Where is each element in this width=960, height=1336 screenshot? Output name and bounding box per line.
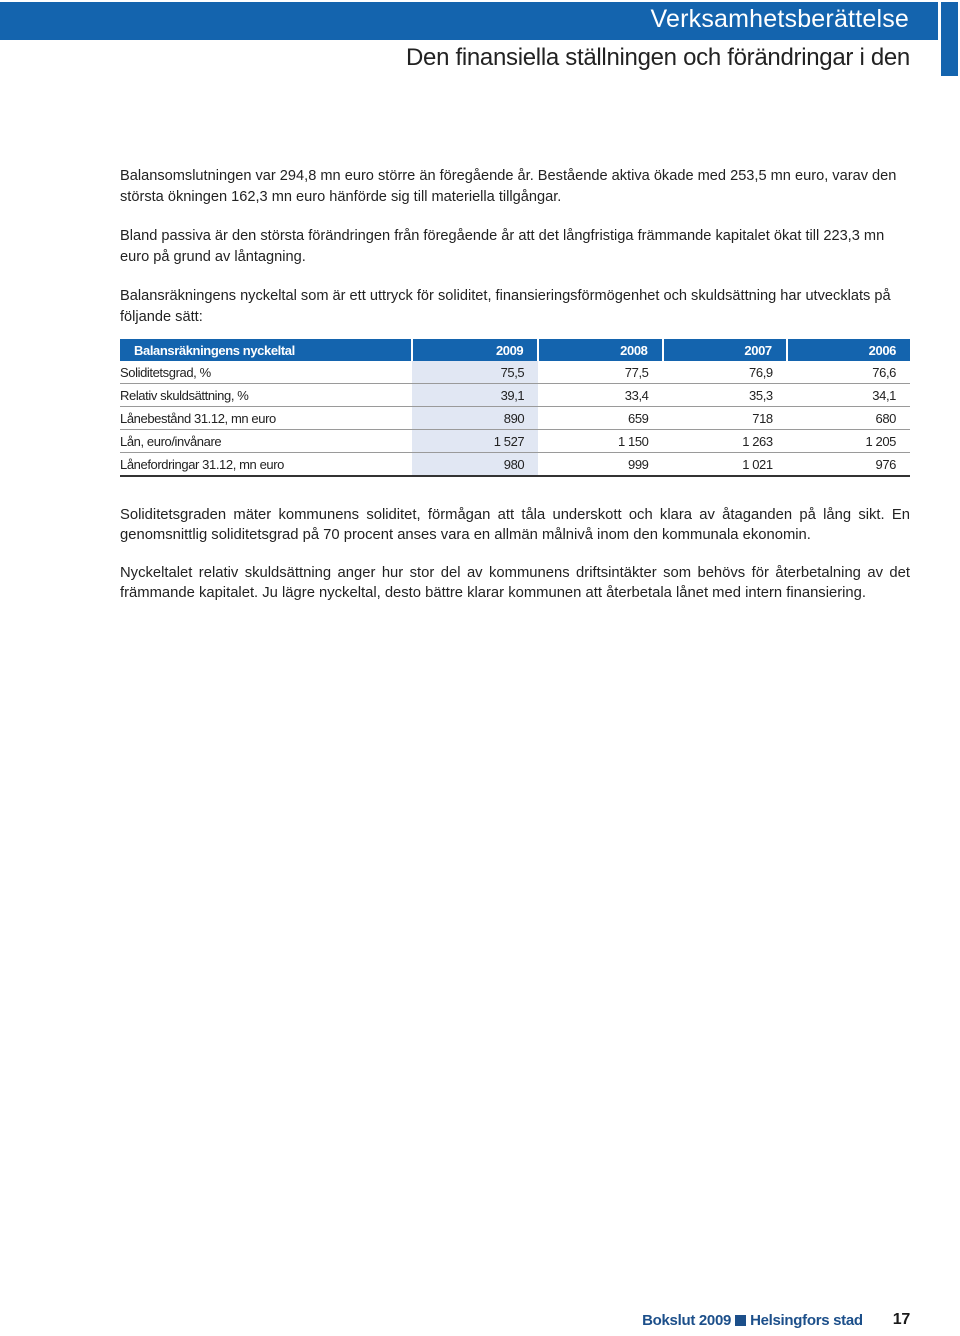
footer-organization: Helsingfors stad [750, 1311, 863, 1329]
explanation-text [120, 505, 910, 621]
paragraph-balance-sheet-total: Balansomslutningen var 294,8 mn euro större än föregående år. Bestående aktiva ökade med 253,5 mn euro, varav den största ökningen 162,3 mn euro hänförde sig till materiella tillgångar. [120, 168, 897, 205]
row-label: Lån, euro/invånare [120, 430, 412, 453]
cell-2007: 1 263 [663, 430, 787, 453]
table-row [120, 384, 910, 407]
table-header-label: Balansräkningens nyckeltal [120, 339, 412, 361]
cell-2006: 34,1 [787, 384, 910, 407]
table-header-row [120, 339, 910, 361]
paragraph-liabilities: Bland passiva är den största förändringen från föregående år att det långfristiga främmande kapitalet ökat till 223,3 mn euro på grund av låntagning. [120, 228, 885, 265]
table-row [120, 430, 910, 453]
row-label: Relativ skuldsättning, % [120, 384, 412, 407]
cell-2006: 1 205 [787, 430, 910, 453]
cell-2008: 659 [538, 407, 662, 430]
row-label: Lånefordringar 31.12, mn euro [120, 453, 412, 477]
cell-2009: 980 [412, 453, 538, 477]
table-row [120, 361, 910, 384]
table-header-2009: 2009 [412, 339, 538, 361]
cell-2008: 77,5 [538, 361, 662, 384]
paragraph-solvency: Soliditetsgraden mäter kommunens soliditet, förmågan att tåla underskott och klara av åtaganden på lång sikt. En genomsnittlig soliditetsgrad på 70 procent anses vara en allmän målnivå inom den kommunala ekonomin. [120, 507, 910, 543]
cell-2008: 33,4 [538, 384, 662, 407]
page-number: 17 [892, 1311, 910, 1328]
cell-2006: 976 [787, 453, 910, 477]
page-title: Den finansiella ställningen och förändringar i den [405, 44, 910, 71]
cell-2007: 1 021 [663, 453, 787, 477]
side-tab-marker [938, 2, 958, 76]
table-header-2007: 2007 [663, 339, 787, 361]
cell-2009: 39,1 [412, 384, 538, 407]
key-figures-table [120, 339, 910, 477]
cell-2007: 718 [663, 407, 787, 430]
cell-2008: 1 150 [538, 430, 662, 453]
row-label: Lånebestånd 31.12, mn euro [120, 407, 412, 430]
intro-text [120, 166, 910, 346]
cell-2006: 680 [787, 407, 910, 430]
cell-2008: 999 [538, 453, 662, 477]
header-bar [0, 2, 938, 40]
row-label: Soliditetsgrad, % [120, 361, 412, 384]
square-bullet-icon [735, 1315, 746, 1326]
table-header-2006: 2006 [787, 339, 910, 361]
cell-2009: 1 527 [412, 430, 538, 453]
page-footer [642, 1311, 910, 1329]
cell-2006: 76,6 [787, 361, 910, 384]
paragraph-debt-ratio: Nyckeltalet relativ skuldsättning anger hur stor del av kommunens driftsintäkter som behövs för återbetalning av det främmande kapitalet. Ju lägre nyckeltal, desto bättre klarar kommunen att återbetala lånet med intern finansiering. [120, 565, 910, 601]
footer-report-name: Bokslut 2009 [642, 1311, 732, 1329]
table-row [120, 453, 910, 477]
section-title: Verksamhetsberättelse [650, 5, 909, 33]
table-header-2008: 2008 [538, 339, 662, 361]
cell-2009: 75,5 [412, 361, 538, 384]
paragraph-key-figures-intro: Balansräkningens nyckeltal som är ett uttryck för soliditet, finansieringsförmögenhet och skuldsättning har utvecklats på följande sätt: [120, 288, 891, 325]
cell-2009: 890 [412, 407, 538, 430]
cell-2007: 76,9 [663, 361, 787, 384]
table-row [120, 407, 910, 430]
cell-2007: 35,3 [663, 384, 787, 407]
